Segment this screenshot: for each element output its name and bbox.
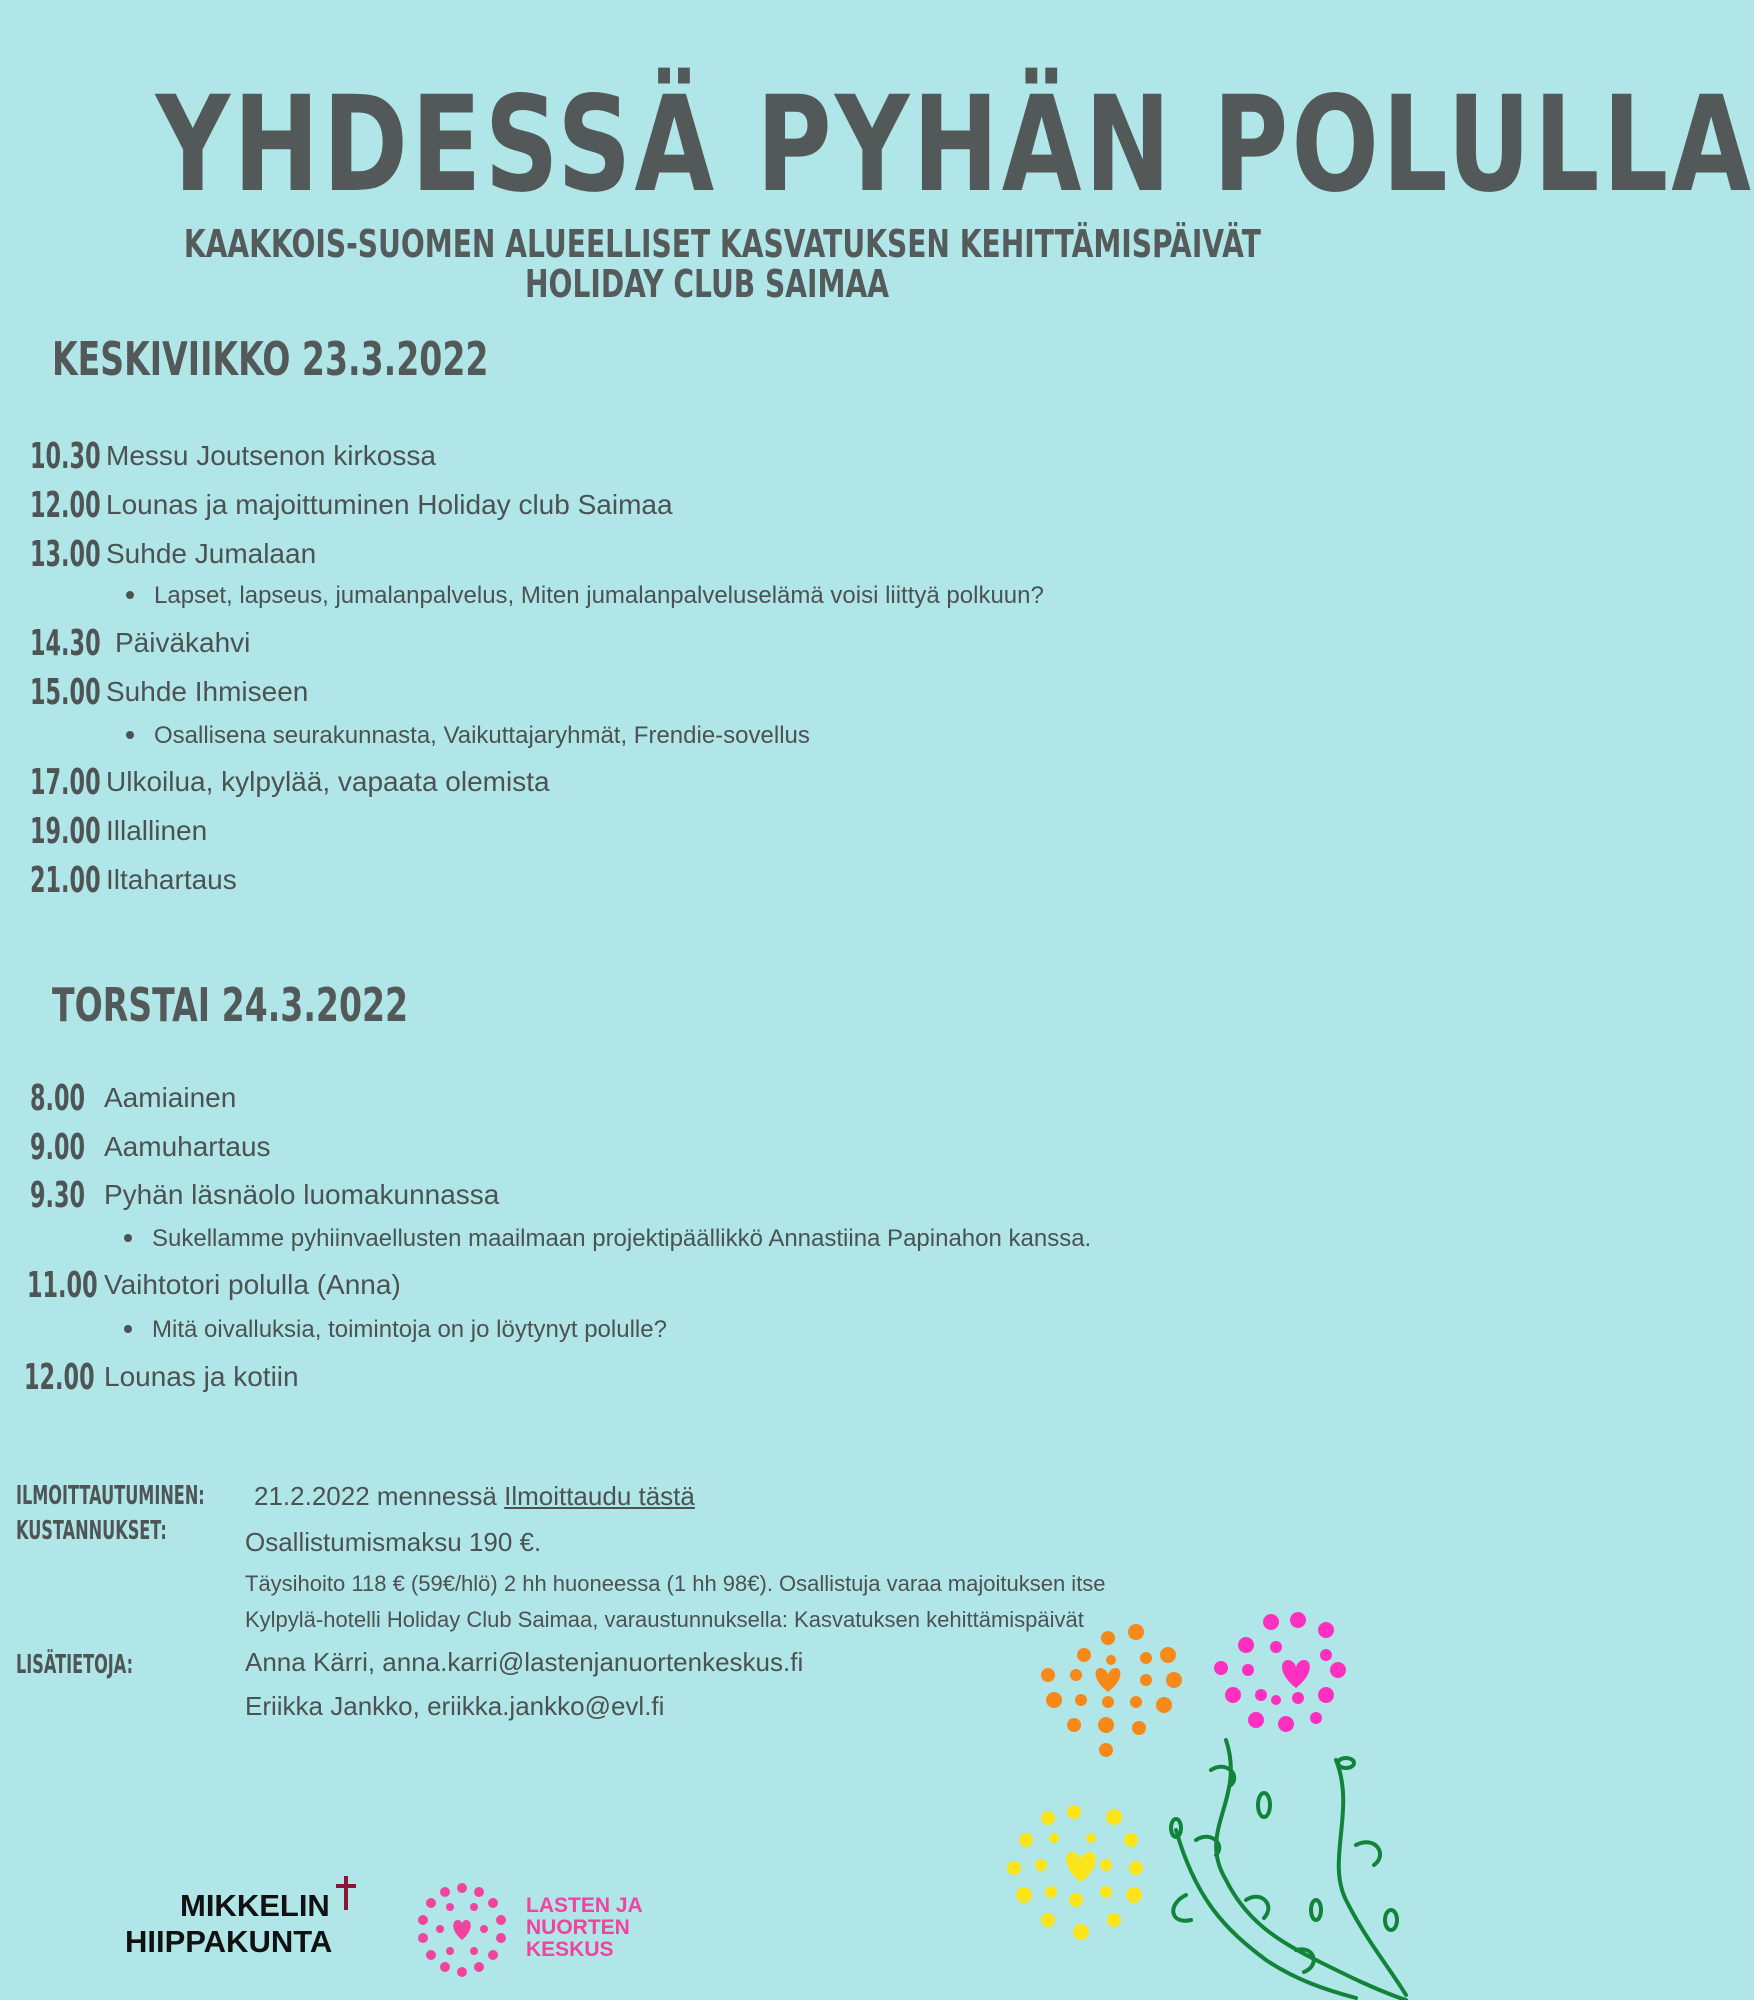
pink-flower [1214,1612,1346,1732]
schedule-time: 21.00 [30,860,101,901]
registration-label: ILMOITTAUTUMINEN: [16,1481,205,1511]
schedule-row [0,1265,1300,1311]
schedule-row [0,1357,1300,1403]
bullet-dot-icon [126,731,134,739]
schedule-row [0,1078,1300,1124]
costs-label: KUSTANNUKSET: [16,1516,167,1546]
lasten-ja-nuorten-keskus-flower-icon [414,1882,510,1978]
decorative-flowers-illustration [996,1600,1414,2000]
schedule-row [0,860,1300,906]
schedule-bullet [124,1225,1091,1253]
schedule-activity: Aamuhartaus [104,1131,271,1162]
costs-line3: Kylpylä-hotelli Holiday Club Saimaa, varaustunnuksella: Kasvatuksen kehittämispäivät [245,1607,1084,1632]
schedule-row [0,485,1300,531]
schedule-bullet-text: Sukellamme pyhiinvaellusten maailmaan projektipäällikkö Annastiina Papinahon kanssa. [152,1225,1092,1252]
schedule-bullet-text: Mitä oivalluksia, toimintoja on jo löytynyt polulle? [152,1316,667,1343]
flower-stem [1216,1740,1406,2000]
schedule-activity: Päiväkahvi [115,627,251,658]
schedule-time: 19.00 [30,811,101,852]
schedule-row [0,762,1300,808]
yellow-flower [1007,1805,1143,1940]
schedule-time: 10.30 [30,436,101,477]
schedule-time: 13.00 [30,534,101,575]
schedule-activity: Lounas ja majoittuminen Holiday club Saimaa [106,489,673,520]
flower-leaf [1311,1900,1321,1920]
schedule-activity: Aamiainen [104,1082,237,1113]
logo-lnk-line2: NUORTEN [526,1916,630,1939]
costs-fee: Osallistumismaksu 190 €. [245,1527,542,1557]
schedule-activity: Iltahartaus [106,864,237,895]
schedule-activity: Illallinen [106,815,208,846]
flower-leaf [1338,1758,1354,1768]
schedule-time: 15.00 [30,672,101,713]
logo-lnk-line1: LASTEN JA [526,1894,643,1917]
schedule-time: 8.00 [30,1078,86,1119]
logo-mikkeli-line1: MIKKELIN [180,1888,330,1923]
schedule-bullet [126,722,810,750]
schedule-activity: Lounas ja kotiin [104,1361,299,1392]
contact-eriikka: Eriikka Jankko, eriikka.jankko@evl.fi [245,1691,665,1721]
schedule-activity: Suhde Jumalaan [106,538,317,569]
schedule-row [0,1127,1300,1173]
schedule-bullet [124,1316,667,1344]
registration-link[interactable]: Ilmoittaudu tästä [504,1481,695,1511]
schedule-time: 11.00 [27,1265,98,1306]
schedule-row [0,811,1300,857]
schedule-time: 9.30 [30,1175,86,1216]
schedule-time: 12.00 [24,1357,95,1398]
poster-subtitle-line1: KAAKKOIS-SUOMEN ALUEELLISET KASVATUKSEN KEHITTÄMISPÄIVÄT [183,222,1261,266]
schedule-time: 17.00 [30,762,101,803]
flower-leaf [1258,1793,1270,1817]
schedule-activity: Vaihtotori polulla (Anna) [104,1269,401,1300]
day1-heading: KESKIVIIKKO 23.3.2022 [52,332,489,386]
day2-heading: TORSTAI 24.3.2022 [52,978,409,1032]
schedule-activity: Suhde Ihmiseen [106,676,309,707]
schedule-activity: Pyhän läsnäolo luomakunnassa [104,1179,500,1210]
flower-stem [1336,1760,1406,1995]
contact-anna: Anna Kärri, anna.karri@lastenjanuortenkeskus.fi [245,1647,804,1677]
cross-icon [334,1876,358,1910]
schedule-bullet-text: Lapset, lapseus, jumalanpalvelus, Miten jumalanpalveluselämä voisi liittyä polkuun? [154,582,1044,609]
schedule-row [0,534,1300,580]
lasten-ja-nuorten-keskus-logo [526,1895,643,1961]
mikkelin-hiippakunta-logo [125,1888,332,1960]
schedule-bullet-text: Osallisena seurakunnasta, Vaikuttajaryhmät, Frendie-sovellus [154,722,810,749]
schedule-time: 9.00 [30,1127,86,1168]
schedule-activity: Messu Joutsenon kirkossa [106,440,436,471]
registration-text: 21.2.2022 mennessä [254,1481,497,1511]
bullet-dot-icon [124,1325,132,1333]
bullet-dot-icon [126,591,134,599]
schedule-time: 12.00 [30,485,101,526]
logo-mikkeli-line2: HIIPPAKUNTA [125,1924,333,1959]
logo-lnk-line3: KESKUS [526,1938,614,1961]
schedule-row [0,623,1300,669]
schedule-time: 14.30 [30,623,101,664]
orange-flower [1041,1624,1182,1757]
schedule-bullet [126,582,1044,610]
schedule-row [0,1175,1300,1221]
flower-tendril [1356,1842,1380,1865]
poster-title: YHDESSÄ PYHÄN POLULLA [155,68,1754,222]
registration-deadline [254,1481,695,1512]
bullet-dot-icon [124,1234,132,1242]
schedule-activity: Ulkoilua, kylpylää, vapaata olemista [106,766,550,797]
schedule-row [0,436,1300,482]
flower-leaf [1385,1910,1397,1930]
schedule-row [0,672,1300,718]
costs-line2: Täysihoito 118 € (59€/hlö) 2 hh huoneessa (1 hh 98€). Osallistuja varaa majoituksen itse [245,1571,1106,1596]
poster-subtitle-line2: HOLIDAY CLUB SAIMAA [525,262,889,306]
more-info-label: LISÄTIETOJA: [16,1650,134,1680]
flower-tendril [1173,1895,1191,1921]
